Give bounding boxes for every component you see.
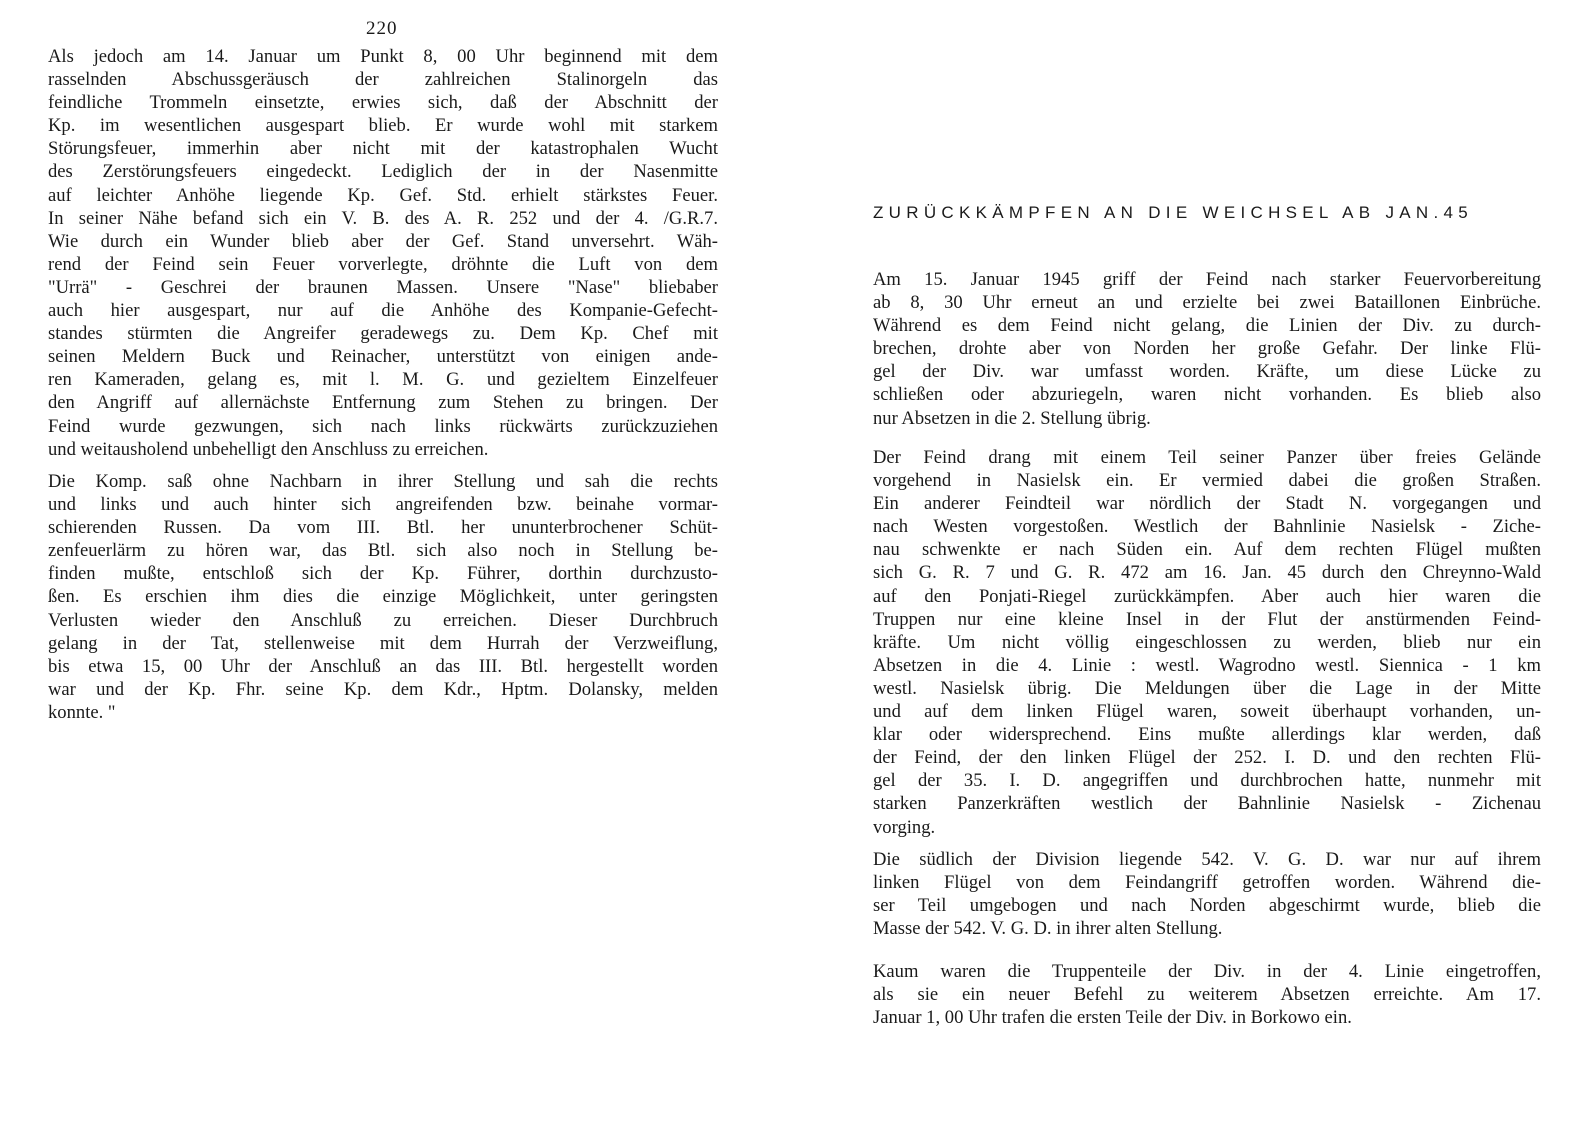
- text-line: rend der Feind sein Feuer vorverlegte, dröhnte die Luft von dem: [48, 253, 718, 275]
- text-line: ab 8, 30 Uhr erneut an und erzielte bei zwei Bataillonen Einbrüche.: [873, 292, 1541, 314]
- text-line: rasselnden Abschussgeräusch der zahlreichen Stalinorgeln das: [48, 69, 718, 91]
- text-line: Während es dem Feind nicht gelang, die Linien der Div. zu durch-: [873, 315, 1541, 337]
- text-line: Absetzen in die 4. Linie : westl. Wagrodno westl. Siennica - 1 km: [873, 654, 1541, 676]
- right-paragraph-3: [873, 848, 1541, 940]
- text-line: nach Westen vorgestoßen. Westlich der Bahnlinie Nasielsk - Ziche-: [873, 516, 1541, 538]
- text-line: ßen. Es erschien ihm dies die einzige Möglichkeit, unter geringsten: [48, 586, 718, 608]
- text-line: war und der Kp. Fhr. seine Kp. dem Kdr., Hptm. Dolansky, melden: [48, 678, 718, 700]
- text-line: konnte. ": [48, 701, 116, 723]
- text-line: vorgehend in Nasielsk ein. Er vermied dabei die großen Straßen.: [873, 470, 1541, 492]
- text-line: Kp. im wesentlichen ausgespart blieb. Er wurde wohl mit starkem: [48, 115, 718, 137]
- text-line: der Feind, der den linken Flügel der 252. I. D. und den rechten Flü-: [873, 747, 1541, 769]
- text-line: feindliche Trommeln einsetzte, erwies sich, daß der Abschnitt der: [48, 92, 718, 114]
- chapter-heading: ZURÜCKKÄMPFEN AN DIE WEICHSEL AB JAN.45: [873, 203, 1473, 222]
- text-line: Störungsfeuer, immerhin aber nicht mit der katastrophalen Wucht: [48, 138, 718, 160]
- text-line: Masse der 542. V. G. D. in ihrer alten Stellung.: [873, 918, 1223, 940]
- text-line: standes stürmten die Angreifer geradewegs zu. Dem Kp. Chef mit: [48, 323, 718, 345]
- text-line: finden mußte, entschloß sich der Kp. Führer, dorthin durchzusto-: [48, 563, 718, 585]
- right-paragraph-4: [873, 960, 1541, 1029]
- text-line: starken Panzerkräften westlich der Bahnlinie Nasielsk - Zichenau: [873, 793, 1541, 815]
- text-line: auch hier ausgespart, nur auf die Anhöhe des Kompanie-Gefecht-: [48, 300, 718, 322]
- page-number: 220: [366, 18, 398, 39]
- text-line: Ein anderer Feindteil war nördlich der Stadt N. vorgegangen und: [873, 493, 1541, 515]
- text-line: gel der 35. I. D. angegriffen und durchbrochen hatte, nunmehr mit: [873, 770, 1541, 792]
- text-line: schierenden Russen. Da vom III. Btl. her ununterbrochener Schüt-: [48, 517, 718, 539]
- text-line: gelang in der Tat, stellenweise mit dem Hurrah der Verzweiflung,: [48, 632, 718, 654]
- text-line: brechen, drohte aber von Norden her große Gefahr. Der linke Flü-: [873, 338, 1541, 360]
- text-line: des Zerstörungsfeuers eingedeckt. Lediglich der in der Nasenmitte: [48, 161, 718, 183]
- text-line: In seiner Nähe befand sich ein V. B. des A. R. 252 und der 4. /G.R.7.: [48, 207, 718, 229]
- text-line: nur Absetzen in die 2. Stellung übrig.: [873, 407, 1151, 429]
- text-line: auf leichter Anhöhe liegende Kp. Gef. Std. erhielt stärkstes Feuer.: [48, 184, 718, 206]
- text-line: ren Kameraden, gelang es, mit l. M. G. und gezieltem Einzelfeuer: [48, 369, 718, 391]
- text-line: Als jedoch am 14. Januar um Punkt 8, 00 Uhr beginnend mit dem: [48, 46, 718, 67]
- text-line: und links und auch hinter sich angreifenden bzw. beinahe vormar-: [48, 494, 718, 516]
- text-line: Feind wurde gezwungen, sich nach links rückwärts zurückzuziehen: [48, 415, 718, 437]
- text-line: klar oder widersprechend. Eins mußte allerdings klar werden, daß: [873, 724, 1541, 746]
- text-line: Die Komp. saß ohne Nachbarn in ihrer Stellung und sah die rechts: [48, 471, 718, 492]
- text-line: den Angriff auf allernächste Entfernung zum Stehen zu bringen. Der: [48, 392, 718, 414]
- text-line: zenfeuerlärm zu hören war, das Btl. sich also noch in Stellung be-: [48, 540, 718, 562]
- text-line: Januar 1, 00 Uhr trafen die ersten Teile der Div. in Borkowo ein.: [873, 1007, 1352, 1029]
- text-line: westl. Nasielsk übrig. Die Meldungen über die Lage in der Mitte: [873, 677, 1541, 699]
- text-line: sich G. R. 7 und G. R. 472 am 16. Jan. 45 durch den Chreynno-Wald: [873, 562, 1541, 584]
- text-line: Die südlich der Division liegende 542. V. G. D. war nur auf ihrem: [873, 849, 1541, 870]
- left-paragraph-1: [48, 45, 718, 461]
- right-paragraph-1: [873, 268, 1541, 430]
- text-line: gel der Div. war umfasst worden. Kräfte, um diese Lücke zu: [873, 361, 1541, 383]
- text-line: Verlusten wieder den Anschluß zu erreichen. Dieser Durchbruch: [48, 609, 718, 631]
- text-line: seinen Meldern Buck und Reinacher, unterstützt von einigen ande-: [48, 346, 718, 368]
- text-line: und auf dem linken Flügel waren, soweit überhaupt vorhanden, un-: [873, 701, 1541, 723]
- text-line: Wie durch ein Wunder blieb aber der Gef. Stand unversehrt. Wäh-: [48, 230, 718, 252]
- text-line: Am 15. Januar 1945 griff der Feind nach starker Feuervorbereitung: [873, 269, 1541, 290]
- right-paragraph-2: [873, 446, 1541, 839]
- text-line: Der Feind drang mit einem Teil seiner Panzer über freies Gelände: [873, 447, 1541, 468]
- text-line: ser Teil umgebogen und nach Norden abgeschirmt wurde, blieb die: [873, 895, 1541, 917]
- text-line: Kaum waren die Truppenteile der Div. in der 4. Linie eingetroffen,: [873, 961, 1541, 982]
- text-line: kräfte. Um nicht völlig eingeschlossen zu werden, blieb nur ein: [873, 631, 1541, 653]
- text-line: vorging.: [873, 816, 936, 838]
- text-line: linken Flügel von dem Feindangriff getroffen worden. Während die-: [873, 872, 1541, 894]
- text-line: schließen oder abzuriegeln, waren nicht vorhanden. Es blieb also: [873, 384, 1541, 406]
- text-line: als sie ein neuer Befehl zu weiterem Absetzen erreichte. Am 17.: [873, 984, 1541, 1006]
- text-line: "Urrä" - Geschrei der braunen Massen. Unsere "Nase" bliebaber: [48, 276, 718, 298]
- text-line: bis etwa 15, 00 Uhr der Anschluß an das III. Btl. hergestellt worden: [48, 655, 718, 677]
- text-line: auf den Ponjati-Riegel zurückkämpfen. Aber auch hier waren die: [873, 585, 1541, 607]
- left-paragraph-2: [48, 470, 718, 724]
- text-line: und weitausholend unbehelligt den Anschluss zu erreichen.: [48, 438, 489, 460]
- text-line: nau schwenkte er nach Süden ein. Auf dem rechten Flügel mußten: [873, 539, 1541, 561]
- text-line: Truppen nur eine kleine Insel in der Flut der anstürmenden Feind-: [873, 608, 1541, 630]
